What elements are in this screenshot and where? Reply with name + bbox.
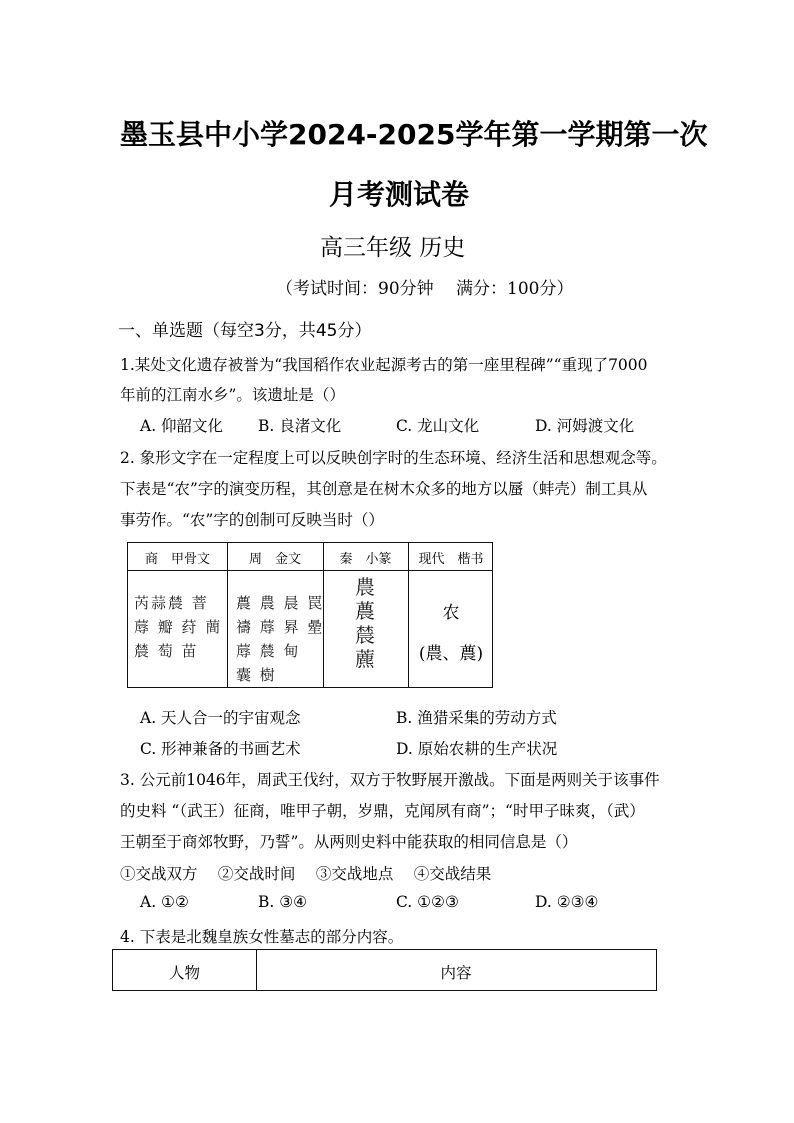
q3-line2: 的史料 “（武王）征商，唯甲子朝，岁鼎，克闻夙有商”；“时甲子昧爽，（武） xyxy=(120,802,645,820)
q3-option-c: C. ①②③ xyxy=(396,893,459,911)
q4-line1: 4. 下表是北魏皇族女性墓志的部分内容。 xyxy=(120,928,404,946)
q1-option-c: C. 龙山文化 xyxy=(396,417,480,435)
q1-option-a: A. 仰韶文化 xyxy=(140,417,224,435)
q3-option-d: D. ②③④ xyxy=(535,893,599,911)
modern-char: 农 xyxy=(442,603,460,623)
exam-title-line2: 月考测试卷 xyxy=(329,178,470,211)
nong-evolution-table xyxy=(127,542,493,688)
q2-line1: 2. 象形文字在一定程度上可以反映创字时的生态环境、经济生活和思想观念等。 xyxy=(120,449,667,467)
q2-option-d: D. 原始农耕的生产状况 xyxy=(396,740,558,758)
epitaph-table xyxy=(112,949,657,991)
q1-option-d: D. 河姆渡文化 xyxy=(535,417,635,435)
section-heading: 一、单选题（每空3分，共45分） xyxy=(118,321,372,341)
oracle-bone-glyphs-image: 芮蒜辳 萻 蓐 瓣 荮 蕳 辳 萄 苗 xyxy=(134,594,223,660)
epitaph-header-person: 人物 xyxy=(168,964,200,982)
exam-meta: （考试时间：90分钟 满分：100分） xyxy=(276,279,574,299)
exam-subtitle: 高三年级 历史 xyxy=(320,235,466,261)
bronze-glyphs-image: 蕽 農 晨 罠 禱 蓐 昪 曐 蓐 辳 甸 囊 樹 xyxy=(236,594,325,684)
nong-header-bronze: 周 金文 xyxy=(248,552,301,567)
q3-line3: 王朝至于商郊牧野，乃誓”。从两则史料中能获取的相同信息是（） xyxy=(120,833,578,851)
modern-variants: (農、蕽) xyxy=(418,644,484,664)
seal-glyphs-image: 農 蕽 辳 藨 xyxy=(355,575,375,671)
epitaph-header-content: 内容 xyxy=(440,964,472,982)
q2-line2: 下表是“农”字的演变历程，其创意是在树木众多的地方以蜃（蚌壳）制工具从 xyxy=(120,480,648,498)
q1-option-b: B. 良渚文化 xyxy=(258,417,342,435)
q3-choices: ①交战双方 ②交战时间 ③交战地点 ④交战结果 xyxy=(120,865,492,883)
q2-option-a: A. 天人合一的宇宙观念 xyxy=(140,709,301,727)
nong-header-oracle: 商 甲骨文 xyxy=(144,552,210,567)
q2-option-c: C. 形神兼备的书画艺术 xyxy=(140,740,301,758)
q1-line1: 1.某处文化遗存被誉为“我国稻作农业起源考古的第一座里程碑”“重现了7000 xyxy=(120,356,648,374)
q3-option-a: A. ①② xyxy=(140,893,189,911)
nong-header-seal: 秦 小篆 xyxy=(339,552,392,567)
q1-line2: 年前的江南水乡”。该遗址是（） xyxy=(120,386,345,404)
q3-line1: 3. 公元前1046年，周武王伐纣，双方于牧野展开激战。下面是两则关于该事件 xyxy=(120,771,660,789)
q2-option-b: B. 渔猎采集的劳动方式 xyxy=(396,709,557,727)
q2-line3: 事劳作。“农”字的创制可反映当时（） xyxy=(120,511,384,529)
exam-title-line1: 墨玉县中小学2024-2025学年第一学期第一次 xyxy=(120,118,708,151)
nong-header-regular: 现代 楷书 xyxy=(418,552,484,567)
q3-option-b: B. ③④ xyxy=(258,893,308,911)
